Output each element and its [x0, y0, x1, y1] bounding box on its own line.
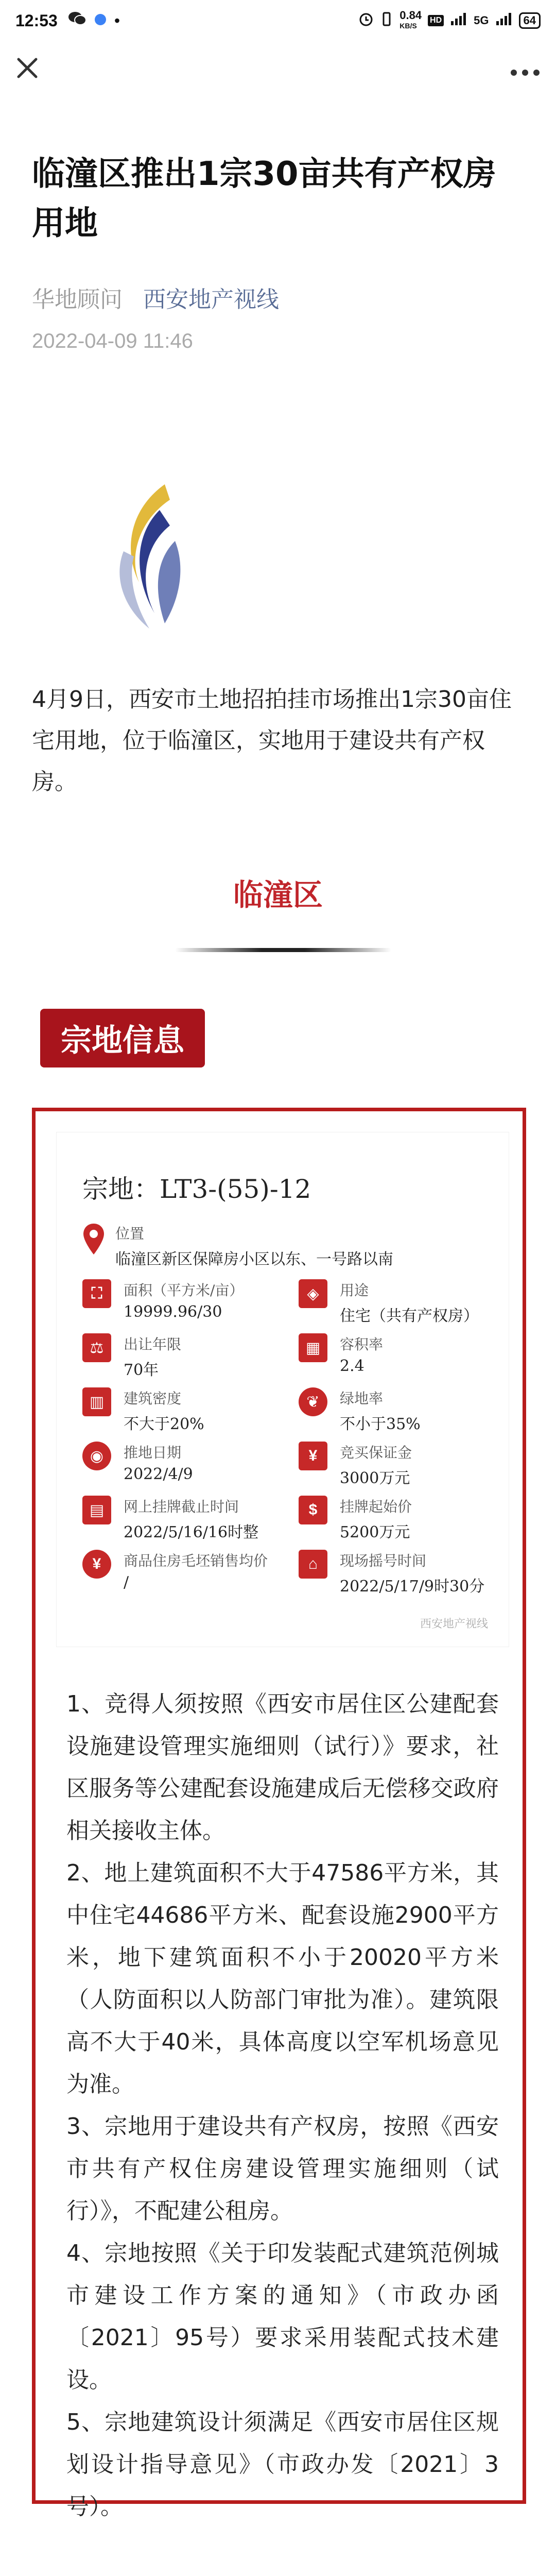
field-density — [82, 1387, 204, 1434]
lottery-icon: ⌂ — [299, 1550, 327, 1579]
field-value: 不小于35% — [340, 1415, 421, 1433]
building-icon: ▥ — [82, 1387, 111, 1416]
location-value: 临潼区新区保障房小区以东、一号路以南 — [115, 1250, 393, 1268]
field-label: 建筑密度 — [124, 1390, 182, 1407]
card-watermark: 西安地产视线 — [420, 1617, 488, 1630]
rule-item: 2、地上建筑面积不大于47586平方米，其中住宅44686平方米、配套设施2900平方米，地下建筑面积不小于20020平方米（人防面积以人防部门审批为准）。建筑限高不大于40米，具体高度以空军机场意见为准。 — [66, 1860, 499, 2097]
rule-item: 3、宗地用于建设共有产权房，按照《西安市共有产权住房建设管理实施细则（试行）》，不配建公租房。 — [66, 2113, 499, 2224]
field-usage — [299, 1279, 479, 1326]
field-value: 2022/4/9 — [124, 1465, 193, 1483]
parcel-card — [56, 1132, 509, 1647]
rule-item: 1、竞得人须按照《西安市居住区公建配套设施建设管理实施细则（试行）》要求，社区服务等公建配套设施建成后无偿移交政府相关接收主体。 — [66, 1691, 499, 1844]
field-label: 竞买保证金 — [340, 1444, 412, 1461]
district-heading: 临潼区 — [233, 877, 323, 912]
field-value: 5200万元 — [340, 1523, 410, 1541]
leaf-icon: ❦ — [299, 1387, 327, 1416]
sale-price-icon: ¥ — [82, 1550, 111, 1579]
rule-item: 4、宗地按照《关于印发装配式建筑范例城市建设工作方案的通知》（市政办函〔2021〕95号）要求采用装配式技术建设。 — [66, 2240, 499, 2393]
gavel-icon: ⚖ — [82, 1333, 111, 1362]
calendar-icon: ▤ — [82, 1496, 111, 1524]
field-value: 2022/5/16/16时整 — [124, 1523, 259, 1541]
field-area — [82, 1279, 244, 1321]
field-push-date — [82, 1442, 193, 1483]
status-bar — [0, 0, 556, 41]
rules-list — [66, 1683, 499, 2528]
field-value: 19999.96/30 — [124, 1303, 222, 1321]
more-options-icon[interactable] — [510, 56, 541, 84]
field-label: 网上挂牌截止时间 — [124, 1498, 239, 1515]
parcel-location — [82, 1223, 393, 1269]
net-speed-unit: KB/S — [399, 22, 417, 30]
price-icon: $ — [299, 1496, 327, 1524]
location-label: 位置 — [115, 1225, 145, 1242]
field-green — [299, 1387, 421, 1434]
brand-logo — [103, 479, 196, 634]
field-sale-price — [82, 1550, 268, 1591]
nav-bar — [0, 41, 556, 98]
section-tag-info: 宗地信息 — [40, 1009, 205, 1067]
publish-date: 2022-04-09 11:46 — [32, 330, 193, 352]
field-value: / — [124, 1573, 129, 1591]
field-label: 商品住房毛坯销售均价 — [124, 1552, 268, 1569]
field-deadline — [82, 1496, 258, 1542]
close-icon[interactable] — [15, 54, 39, 85]
signal-icon-2 — [495, 12, 513, 29]
plot-ratio-icon: ▦ — [299, 1333, 327, 1362]
bubble-icon — [94, 11, 107, 30]
field-value: 2022/5/17/9时30分 — [340, 1578, 485, 1596]
field-label: 推地日期 — [124, 1444, 182, 1461]
location-pin-icon — [82, 1223, 105, 1256]
clock: 12:53 — [15, 11, 58, 30]
divider-line — [175, 948, 391, 952]
alarm-icon — [358, 11, 374, 30]
hd-icon: HD — [428, 15, 444, 26]
article-title: 临潼区推出1宗30亩共有产权房用地 — [32, 155, 496, 243]
parcel-title: 宗地：LT3-(55)-12 — [82, 1174, 311, 1204]
field-term — [82, 1333, 181, 1380]
field-value: 3000万元 — [340, 1469, 410, 1487]
field-lottery-time — [299, 1550, 484, 1596]
usage-icon: ◈ — [299, 1279, 327, 1308]
deposit-icon: ¥ — [299, 1442, 327, 1470]
field-deposit — [299, 1442, 412, 1488]
field-label: 用途 — [340, 1282, 369, 1299]
article-meta — [32, 281, 279, 314]
field-label: 容积率 — [340, 1336, 384, 1353]
parcel-info-box — [32, 1108, 526, 2520]
signal-icon — [450, 12, 467, 29]
rule-item: 5、宗地建筑设计须满足《西安市居住区规划设计指导意见》（市政办发〔2021〕3号）。 — [66, 2409, 499, 2520]
broadcast-icon: ◉ — [82, 1442, 111, 1470]
field-start-price — [299, 1496, 412, 1542]
vibrate-icon — [380, 11, 393, 30]
field-label: 挂牌起始价 — [340, 1498, 412, 1515]
area-icon: ⛶ — [82, 1279, 111, 1308]
author-name: 华地顾问 — [32, 287, 123, 312]
field-plot-ratio — [299, 1333, 383, 1375]
field-value: 住宅（共有产权房） — [340, 1307, 479, 1325]
intro-paragraph: 4月9日，西安市土地招拍挂市场推出1宗30亩住宅用地，位于临潼区，实地用于建设共有产权房。 — [32, 686, 512, 795]
dot-icon: • — [114, 11, 120, 30]
field-value: 不大于20% — [124, 1415, 204, 1433]
net-speed-value: 0.84 — [399, 9, 422, 22]
field-value: 70年 — [124, 1361, 159, 1379]
field-label: 现场摇号时间 — [340, 1552, 427, 1569]
account-link[interactable]: 西安地产视线 — [143, 287, 279, 312]
field-label: 面积（平方米/亩） — [124, 1282, 244, 1299]
field-label: 出让年限 — [124, 1336, 182, 1353]
field-value: 2.4 — [340, 1357, 364, 1375]
battery-icon: 64 — [519, 12, 541, 29]
wechat-icon — [68, 11, 86, 30]
network-type: 5G — [474, 14, 489, 27]
field-label: 绿地率 — [340, 1390, 384, 1407]
